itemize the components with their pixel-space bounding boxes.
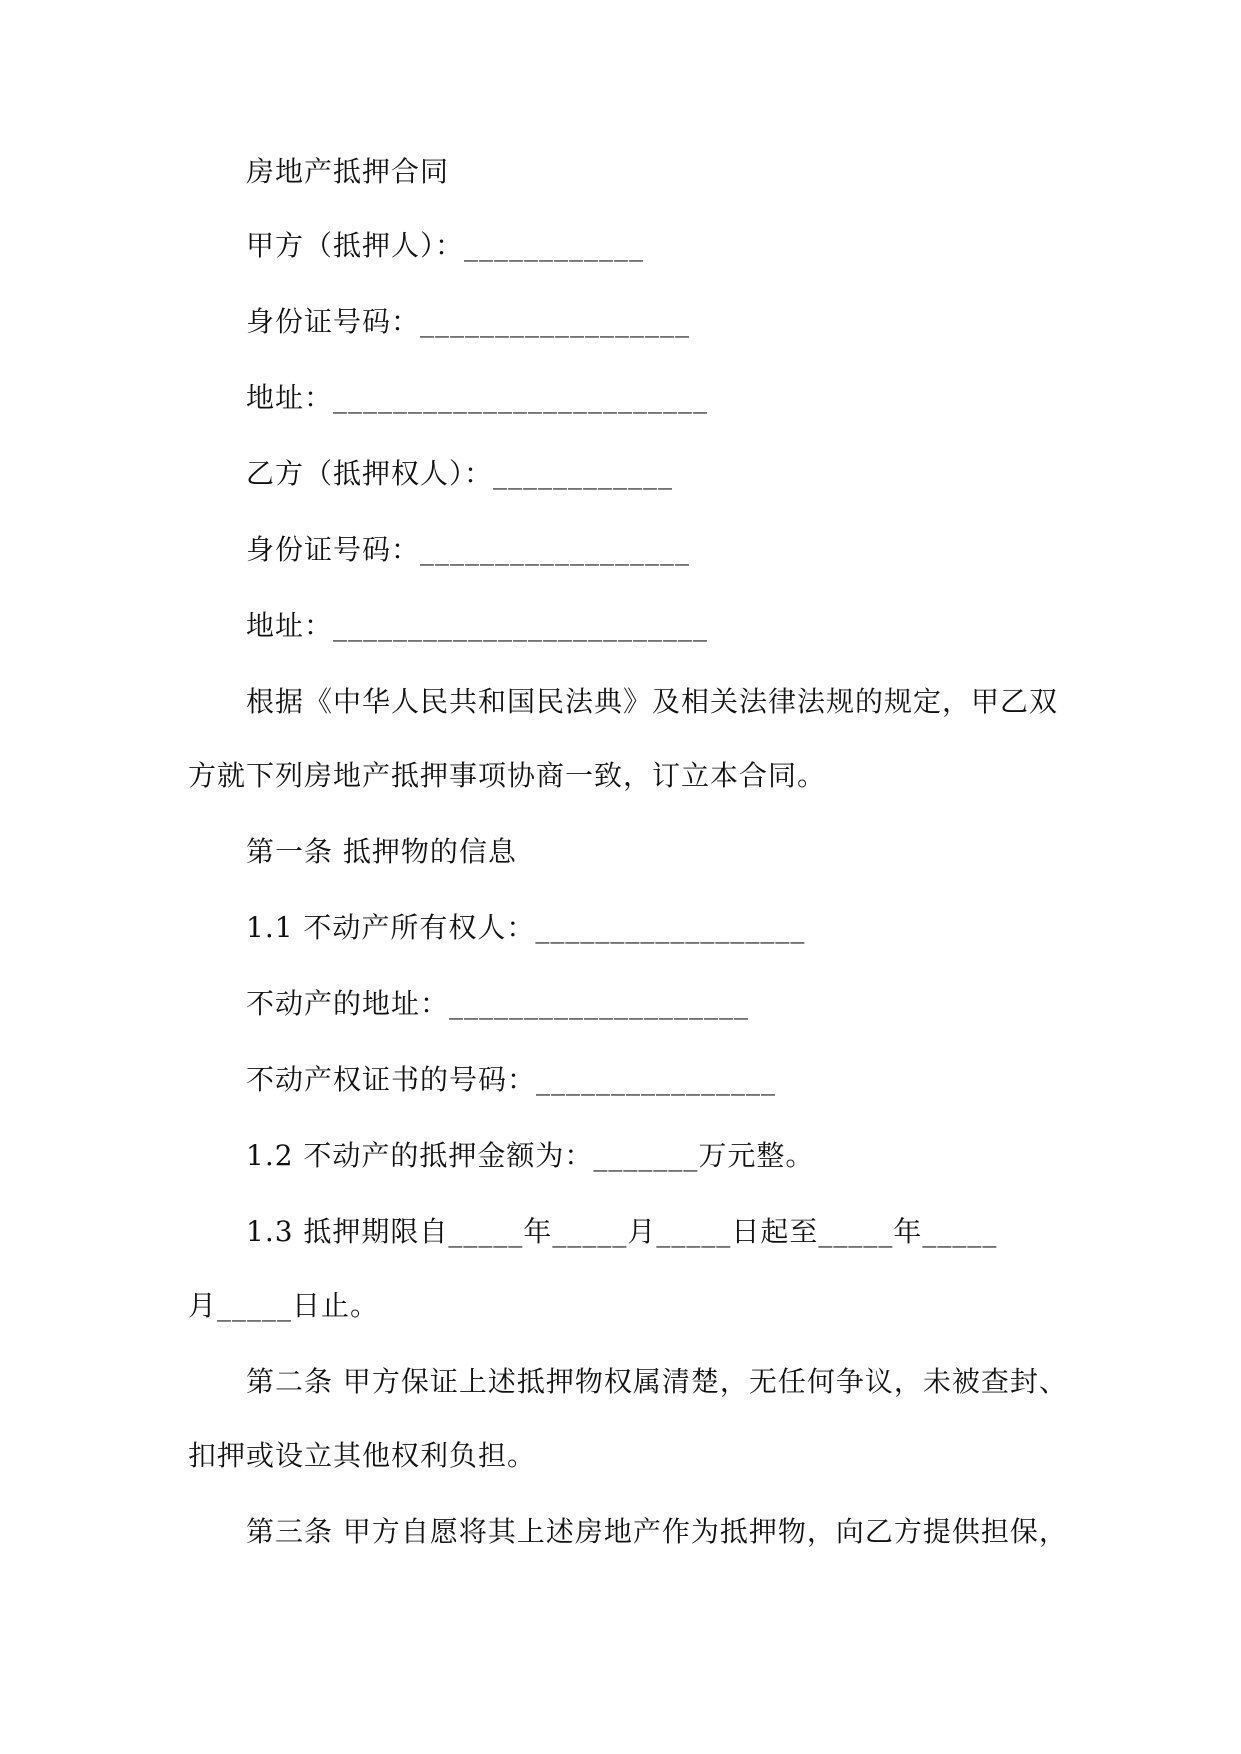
property-certificate-line: 不动产权证书的号码：________________ xyxy=(246,1063,777,1096)
clause-1-3-line-1: 1.3 抵押期限自_____年_____月_____日起至_____年_____ xyxy=(246,1215,998,1248)
preamble-line-2: 方就下列房地产抵押事项协商一致，订立本合同。 xyxy=(188,759,827,792)
clause-1-2-line: 1.2 不动产的抵押金额为：_______万元整。 xyxy=(246,1139,815,1172)
party-b-address-line: 地址：_________________________ xyxy=(246,609,709,642)
article-2-line-1: 第二条 甲方保证上述抵押物权属清楚，无任何争议，未被查封、 xyxy=(246,1365,1068,1398)
party-b-line: 乙方（抵押权人）：____________ xyxy=(246,457,674,490)
document-title: 房地产抵押合同 xyxy=(246,155,450,188)
article-1-heading: 第一条 抵押物的信息 xyxy=(246,835,517,868)
clause-1-1-line: 1.1 不动产所有权人：__________________ xyxy=(246,911,806,944)
party-a-id-line: 身份证号码：__________________ xyxy=(246,305,691,338)
clause-1-3-line-2: 月_____日止。 xyxy=(188,1289,380,1322)
article-2-line-2: 扣押或设立其他权利负担。 xyxy=(188,1439,537,1472)
party-a-address-line: 地址：_________________________ xyxy=(246,381,709,414)
article-3-line-1: 第三条 甲方自愿将其上述房地产作为抵押物，向乙方提供担保， xyxy=(246,1515,1068,1548)
property-address-line: 不动产的地址：____________________ xyxy=(246,987,750,1020)
party-a-line: 甲方（抵押人）：____________ xyxy=(246,229,645,262)
party-b-id-line: 身份证号码：__________________ xyxy=(246,533,691,566)
preamble-line-1: 根据《中华人民共和国民法典》及相关法律法规的规定，甲乙双 xyxy=(246,685,1059,718)
